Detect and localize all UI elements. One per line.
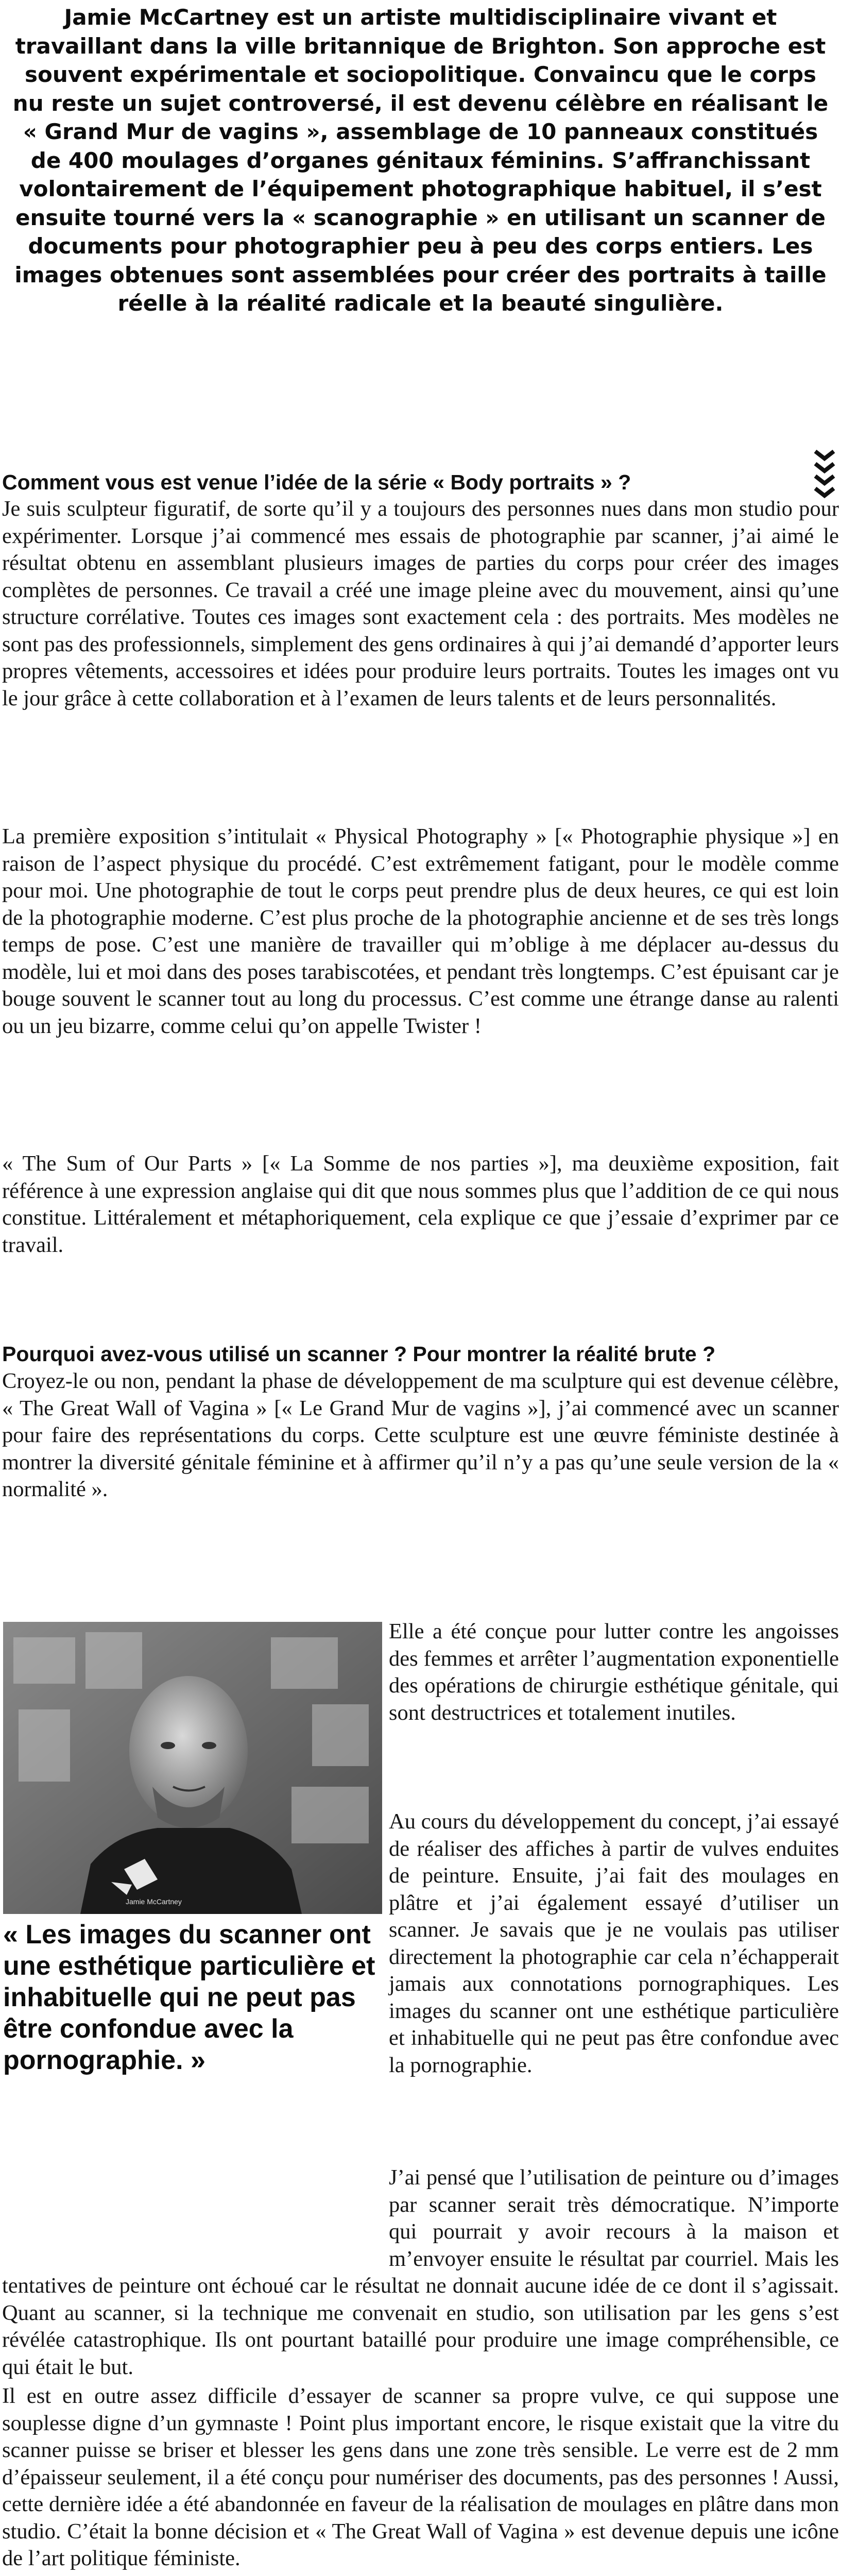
pull-quote: « Les images du scanner ont une esthétique particulière et inhabituelle qui ne peut pas être confondue avec la pornographie. » — [3, 1920, 375, 2075]
section-question: Comment vous est venue l’idée de la série « Body portraits » ? — [2, 470, 631, 494]
paragraph: Elle a été conçue pour lutter contre les angoisses des femmes et arrêter l’augmentation exponentielle des opérations de chirurgie esthétique génitale, qui sont destructrices et totalement inutiles. — [389, 1619, 839, 1725]
shirt-text: Jamie McCartney — [126, 1897, 182, 1906]
paragraph: Au cours du développement du concept, j’ai essayé de réaliser des affiches à partir de vulves enduites de peinture. Ensuite, j’ai fait des moulages en plâtre et j’ai également essayé d’utiliser un scanner. Je savais que je ne voulais pas utiliser directement la photographie car cela n’échapperait jamais aux connotations pornographiques. Les images du scanner ont une esthétique particulière et inhabituelle qui ne peut pas être confondue avec la pornographie. — [389, 1809, 839, 2077]
section-question: Pourquoi avez-vous utilisé un scanner ? Pour montrer la réalité brute ? — [2, 1342, 716, 1366]
paragraph: Il est en outre assez difficile d’essayer de scanner sa propre vulve, ce qui suppose une souplesse digne d’un gymnaste ! Point plus important encore, le risque existait que la vitre du scanner puisse se briser et blesser les gens dans une zone très sensible. Le verre est de 2 mm d’épaisseur seulement, il a été conçu pour numériser des documents, pas des personnes ! Aussi, cette dernière idée a été abandonnée en faveur de la réalisation de moulages en plâtre dans mon studio. C’était la bonne décision et « The Great Wall of Vagina » est devenue depuis une icône de l’art politique féministe. — [2, 2384, 839, 2570]
paragraph: Croyez-le ou non, pendant la phase de développement de ma sculpture qui est devenue célèbre, « The Great Wall of Vagina » [« Le Grand Mur de vagins »], j’ai commencé avec un scanner pour faire des représentations du corps. Cette sculpture est une œuvre féministe destinée à montrer la diversité génitale féminine et à affirmer qu’il n’y a pas qu’une seule version de la « normalité ». — [2, 1369, 839, 1501]
paragraph: La première exposition s’intitulait « Physical Photography » [« Photographie physique »] en raison de l’aspect physique du procédé. C’est extrêmement fatigant, pour le modèle comme pour moi. Une photographie de tout le corps peut prendre plus de deux heures, ce qui est loin de la photographie moderne. C’est plus proche de la photographie ancienne et de ses très longs temps de pose. C’est une manière de travailler qui m’oblige à me déplacer au-dessus du modèle, lui et moi dans des poses tarabiscotées, et pendant très longtemps. C’est épuisant car je bouge souvent le scanner tout au long du processus. C’est comme une étrange danse au ralenti ou un jeu bizarre, comme celui qu’on appelle Twister ! — [2, 824, 839, 1038]
artist-photo — [3, 1622, 382, 1914]
intro-block — [12, 3, 829, 318]
paragraph: « The Sum of Our Parts » [« La Somme de nos parties »], ma deuxième exposition, fait référence à une expression anglaise qui dit que nous sommes plus que l’addition de ce qui nous constitue. Littéralement et métaphoriquement, cela explique ce que j’essaie d’exprimer par ce travail. — [2, 1151, 839, 1257]
wrapped-paragraph-container — [2, 2164, 839, 2381]
paragraph: Je suis sculpteur figuratif, de sorte qu’il y a toujours des personnes nues dans mon studio pour expérimenter. Lorsque j’ai commencé mes essais de photographie par scanner, j’ai aimé le résultat obtenu en assemblant plusieurs images de parties du corps pour créer des images complètes de personnes. Ce travail a créé une image pleine avec du mouvement, ainsi qu’une structure corrélative. Toutes ces images sont exactement cela : des portraits. Mes modèles ne sont pas des professionnels, simplement des gens ordinaires à qui j’ai demandé d’apporter leurs propres vêtements, accessoires et idées pour produire leurs portraits. Toutes les images ont vu le jour grâce à cette collaboration et à l’examen de leurs talents et de leurs personnalités. — [2, 497, 839, 710]
paragraph: J’ai pensé que l’utilisation de peinture ou d’images par scanner serait très démocratique. N’importe qui pourrait y avoir recours à la maison et m’envoyer ensuite le résultat par courriel. Mais les tentatives de peinture ont échoué car le résultat ne donnait aucune idée de ce dont il s’agissait. Quant au scanner, si la technique me convenait en studio, son utilisation par les gens s’est révélée catastrophique. Ils ont pourtant bataillé pour produire une image compréhensible, ce qui était le but. — [2, 2165, 839, 2379]
intro-text: Jamie McCartney est un artiste multidisciplinaire vivant et travaillant dans la ville britannique de Brighton. Son approche est souvent expérimentale et sociopolitique. Convaincu que le corps nu reste un sujet controversé, il est devenu célèbre en réalisant le « Grand Mur de vagins », assemblage de 10 panneaux constitués de 400 moulages d’organes génitaux féminins. S’affranchissant volontairement de l’équipement photographique habituel, il s’est ensuite tourné vers la « scanographie » en utilisant un scanner de documents pour photographier peu à peu des corps entiers. Les images obtenues sont assemblées pour créer des portraits à taille réelle à la réalité radicale et la beauté singulière. — [12, 5, 829, 316]
float-spacer — [2, 2164, 389, 2247]
